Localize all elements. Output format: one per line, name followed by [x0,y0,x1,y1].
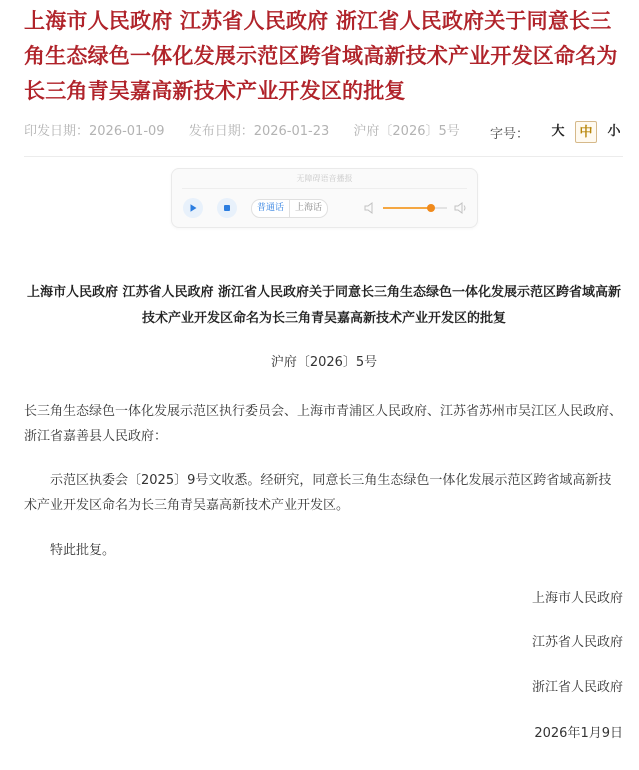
document-closing-paragraph: 特此批复。 [50,543,116,558]
signatory-zhejiang: 浙江省人民政府 [531,680,623,695]
article-title: 上海市人民政府 江苏省人民政府 浙江省人民政府关于同意长三角生态绿色一体化发展示范区跨省域高新技术产业开发区命名为长三角青吴嘉高新技术产业开发区的批复 [24,9,618,103]
volume-slider[interactable] [383,207,447,209]
language-option-shanghainese[interactable]: 上海话 [295,203,323,213]
volume-up-icon[interactable] [454,200,468,219]
font-size-large-button[interactable]: 大 [551,124,565,139]
language-selector [251,199,328,218]
volume-knob[interactable] [427,204,435,212]
issue-date: 印发日期：2026-01-09 [24,124,165,139]
document-body-paragraph: 示范区执委会〔2025〕9号文收悉。经研究，同意长三角生态绿色一体化发展示范区跨省域高新技术产业开发区命名为长三角青吴嘉高新技术产业开发区。 [24,473,612,513]
signatory-shanghai: 上海市人民政府 [531,591,623,606]
article-meta [24,120,480,140]
document-title: 上海市人民政府 江苏省人民政府 浙江省人民政府关于同意长三角生态绿色一体化发展示范区跨省域高新技术产业开发区命名为长三角青吴嘉高新技术产业开发区的批复 [26,285,622,326]
publish-date: 发布日期：2026-01-23 [188,124,330,139]
stop-button[interactable] [217,198,237,218]
signatory-jiangsu: 江苏省人民政府 [531,635,623,650]
stop-icon [222,203,232,213]
document-date: 2026年1月9日 [534,726,623,741]
font-size-label: 字号： [489,126,529,142]
language-option-mandarin[interactable]: 普通话 [252,200,290,217]
player-divider [182,188,467,189]
play-button[interactable] [183,198,203,218]
font-size-small-button[interactable]: 小 [607,124,621,139]
header-divider [24,156,623,157]
play-icon [188,203,198,213]
volume-down-icon[interactable] [364,200,376,219]
volume-fill [383,207,431,209]
audio-player [171,168,478,228]
document-addressee: 长三角生态绿色一体化发展示范区执行委员会、上海市青浦区人民政府、江苏省苏州市吴江区人民政府、浙江省嘉善县人民政府： [24,404,623,444]
font-size-control [490,120,625,144]
font-size-medium-button[interactable]: 中 [575,121,597,143]
doc-number-meta: 沪府〔2026〕5号 [353,124,460,139]
player-brand: 无障碍语音播报 [296,174,353,183]
document-number: 沪府〔2026〕5号 [270,355,378,370]
